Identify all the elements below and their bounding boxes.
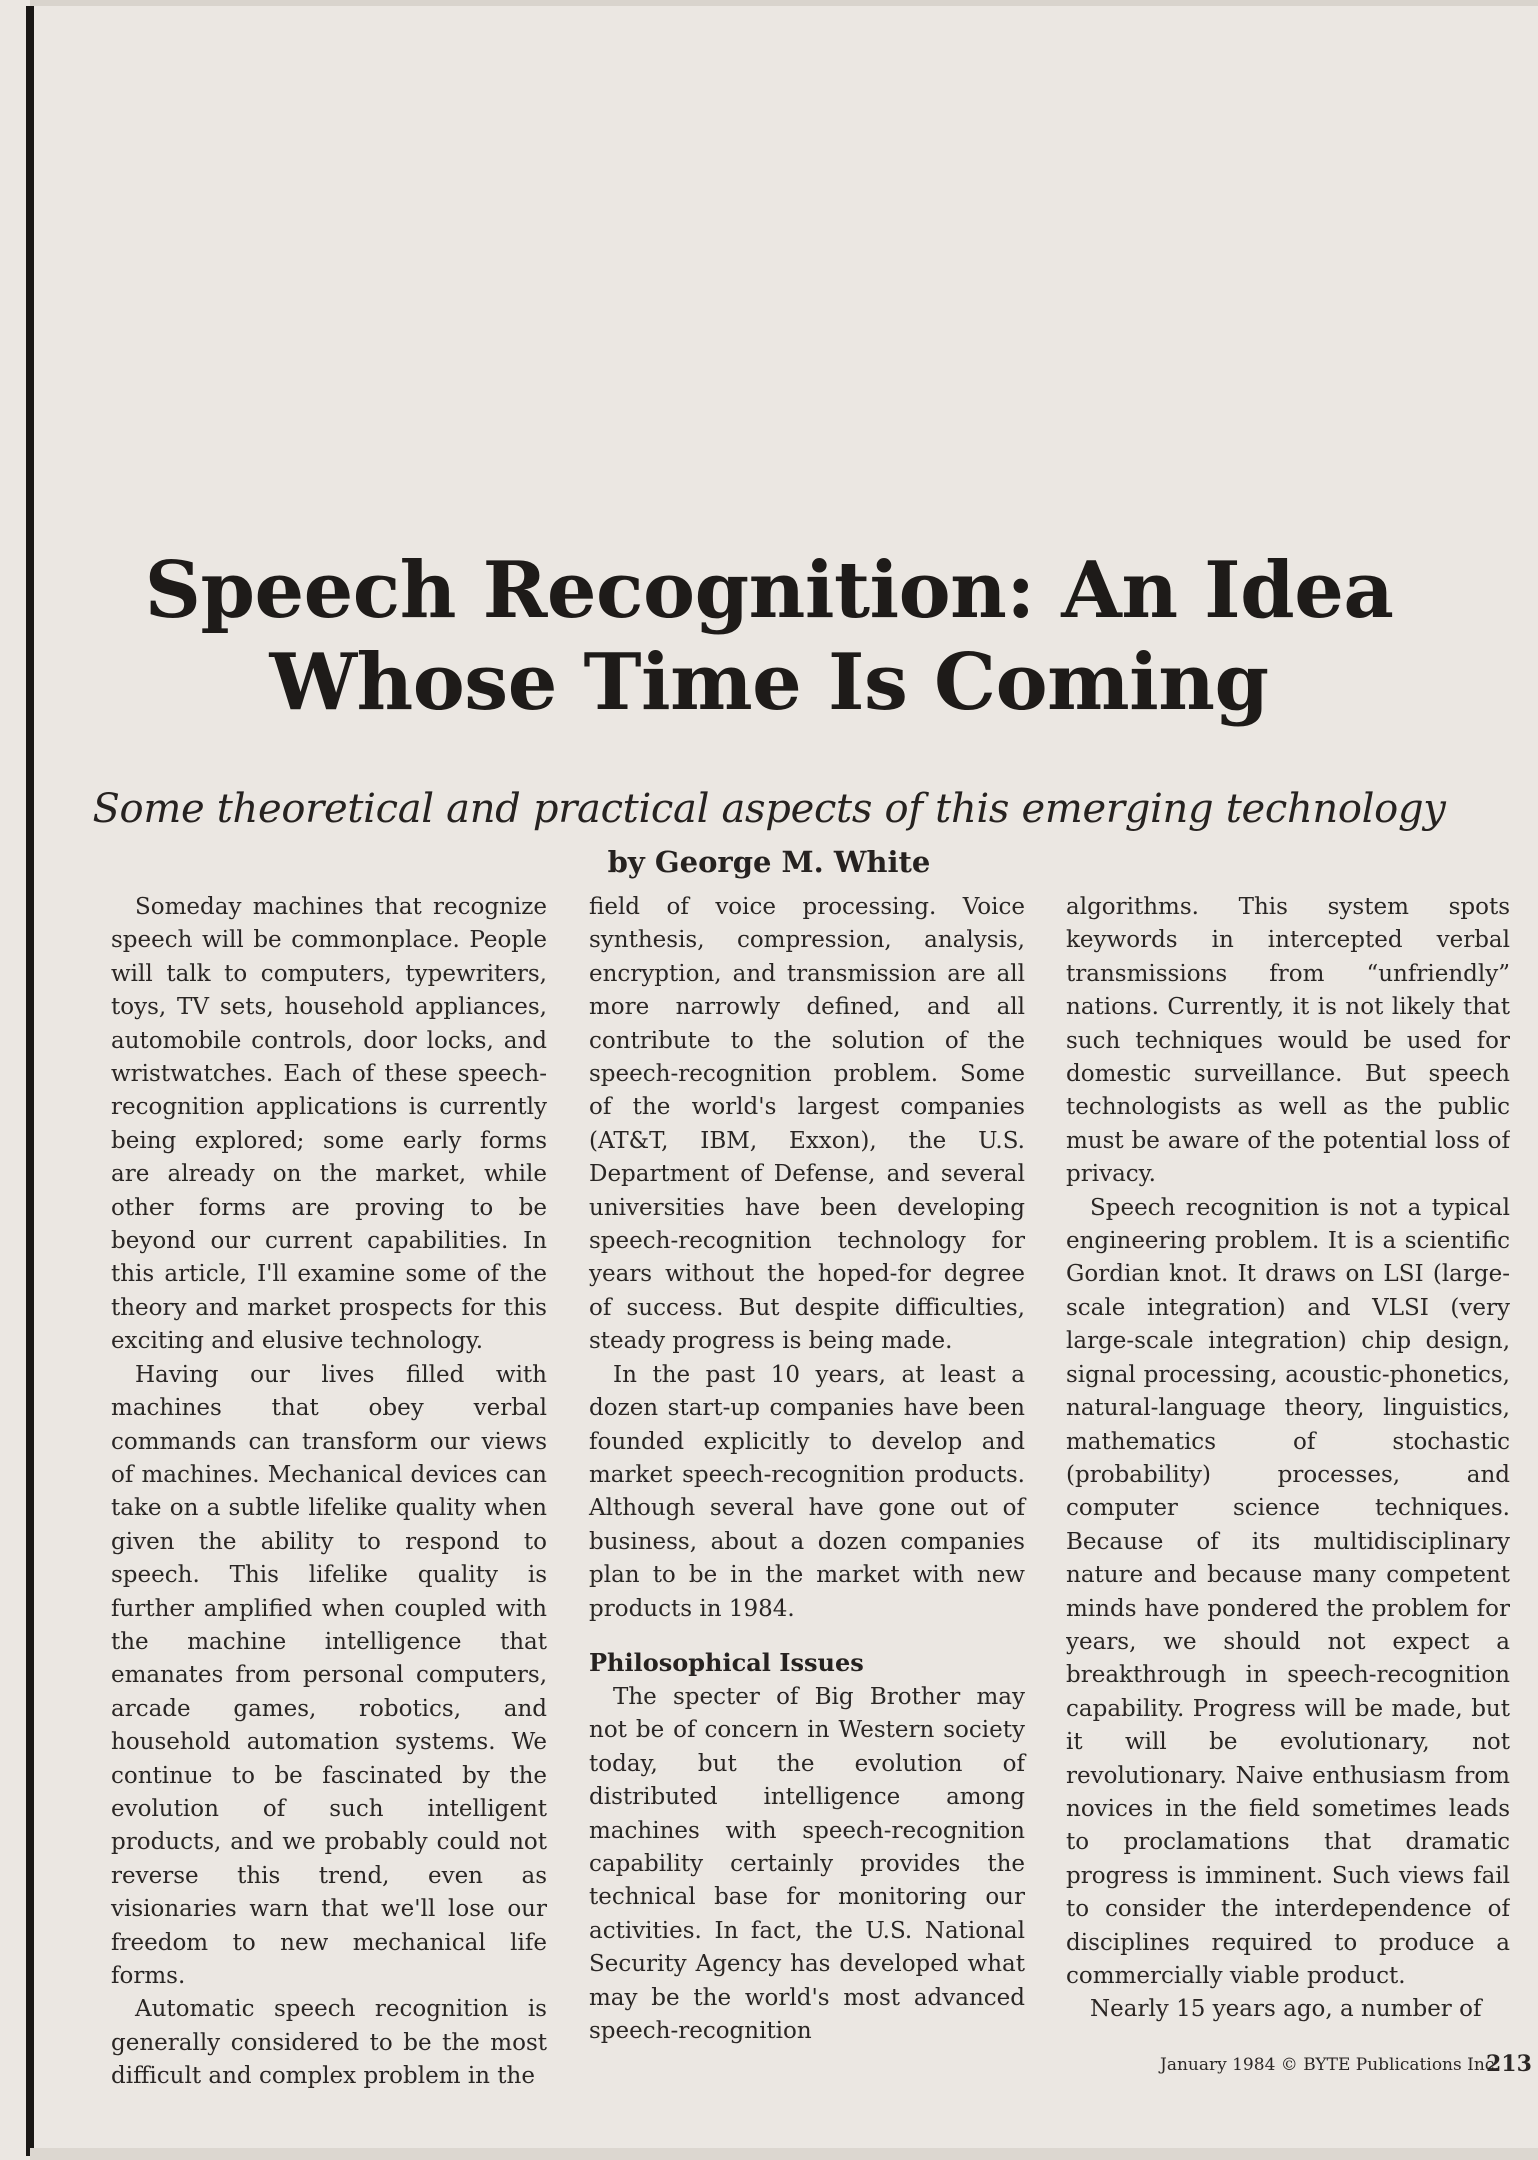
- section-heading: Philosophical Issues: [589, 1647, 864, 1677]
- author-byline: by George M. White: [607, 845, 931, 879]
- paragraph: The specter of Big Brother may not be of concern in Western society today, but the evolution of distributed intelligence among machines with speech-recognition capability certainly provides the technical base for monitoring our activities. In fact, the U.S. National Security Agency has developed what may be the world's most advanced speech-recognition: [589, 1683, 1025, 2044]
- paragraph: Having our lives filled with machines that obey verbal commands can transform our views of machines. Mechanical devices can take on a subtle lifelike quality when given the ability to respond to speech. This lifelike quality is further amplified when coupled with the machine intelligence that emanates from personal computers, arcade games, robotics, and household automation systems. We continue to be fascinated by the evolution of such intelligent products, and we probably could not reverse this trend, even as visionaries warn that we'll lose our freedom to new mechanical life forms.: [111, 1361, 547, 1989]
- title-line-2: Whose Time Is Coming: [269, 637, 1269, 728]
- footer-credit: January 1984 © BYTE Publications Inc.: [1160, 2055, 1500, 2075]
- page-bottom-edge: [30, 2148, 1538, 2160]
- paragraph: In the past 10 years, at least a dozen start-up companies have been founded explicitly to develop and market speech-recognition products. Although several have gone out of business, about a dozen companies plan to be in the market with new products in 1984.: [589, 1361, 1025, 1622]
- page-footer: [0, 2051, 1538, 2081]
- column-1: [111, 891, 547, 2094]
- paragraph: Speech recognition is not a typical engineering problem. It is a scientific Gordian knot. It draws on LSI (large-scale integration) and VLSI (very large-scale integration) chip design, signal processing, acoustic-phonetics, natural-language theory, linguistics, mathematics of stochastic (probability) processes, and computer science techniques. Because of its multidisciplinary nature and because many competent minds have pondered the problem for years, we should not expect a breakthrough in speech-recognition capability. Progress will be made, but it will be evolutionary, not revolutionary. Naive enthusiasm from novices in the field sometimes leads to proclamations that dramatic progress is imminent. Such views fail to consider the interdependence of disciplines required to produce a commercially viable product.: [1066, 1194, 1510, 1989]
- paragraph-continued: algorithms. This system spots keywords in intercepted verbal transmissions from “unfriendly” nations. Currently, it is not likely that such techniques would be used for domestic surveillance. But speech technologists as well as the public must be aware of the potential loss of privacy.: [1066, 894, 1510, 1188]
- column-3: [1066, 891, 1510, 2027]
- title-line-1: Speech Recognition: An Idea: [144, 545, 1394, 636]
- article-subtitle: Some theoretical and practical aspects of this emerging technology: [92, 786, 1446, 832]
- binding-edge: [26, 6, 34, 2156]
- article-title: [0, 545, 1538, 729]
- column-2: [589, 891, 1025, 2048]
- page-top-edge: [30, 0, 1538, 6]
- paragraph-continued: field of voice processing. Voice synthesis, compression, analysis, encryption, and transmission are all more narrowly defined, and all contribute to the solution of the speech-recognition problem. Some of the world's largest companies (AT&T, IBM, Exxon), the U.S. Department of Defense, and several universities have been developing speech-recognition technology for years without the hoped-for degree of success. But despite difficulties, steady progress is being made.: [589, 894, 1025, 1355]
- page-number: 213: [1486, 2051, 1532, 2077]
- paragraph: Automatic speech recognition is generally considered to be the most difficult and complex problem in the: [111, 1996, 547, 2090]
- paragraph: Someday machines that recognize speech will be commonplace. People will talk to computers, typewriters, toys, TV sets, household appliances, automobile controls, door locks, and wristwatches. Each of these speech-recognition applications is currently being explored; some early forms are already on the market, while other forms are proving to be beyond our current capabilities. In this article, I'll examine some of the theory and market prospects for this exciting and elusive technology.: [111, 894, 547, 1355]
- paragraph: Nearly 15 years ago, a number of: [1090, 1996, 1482, 2023]
